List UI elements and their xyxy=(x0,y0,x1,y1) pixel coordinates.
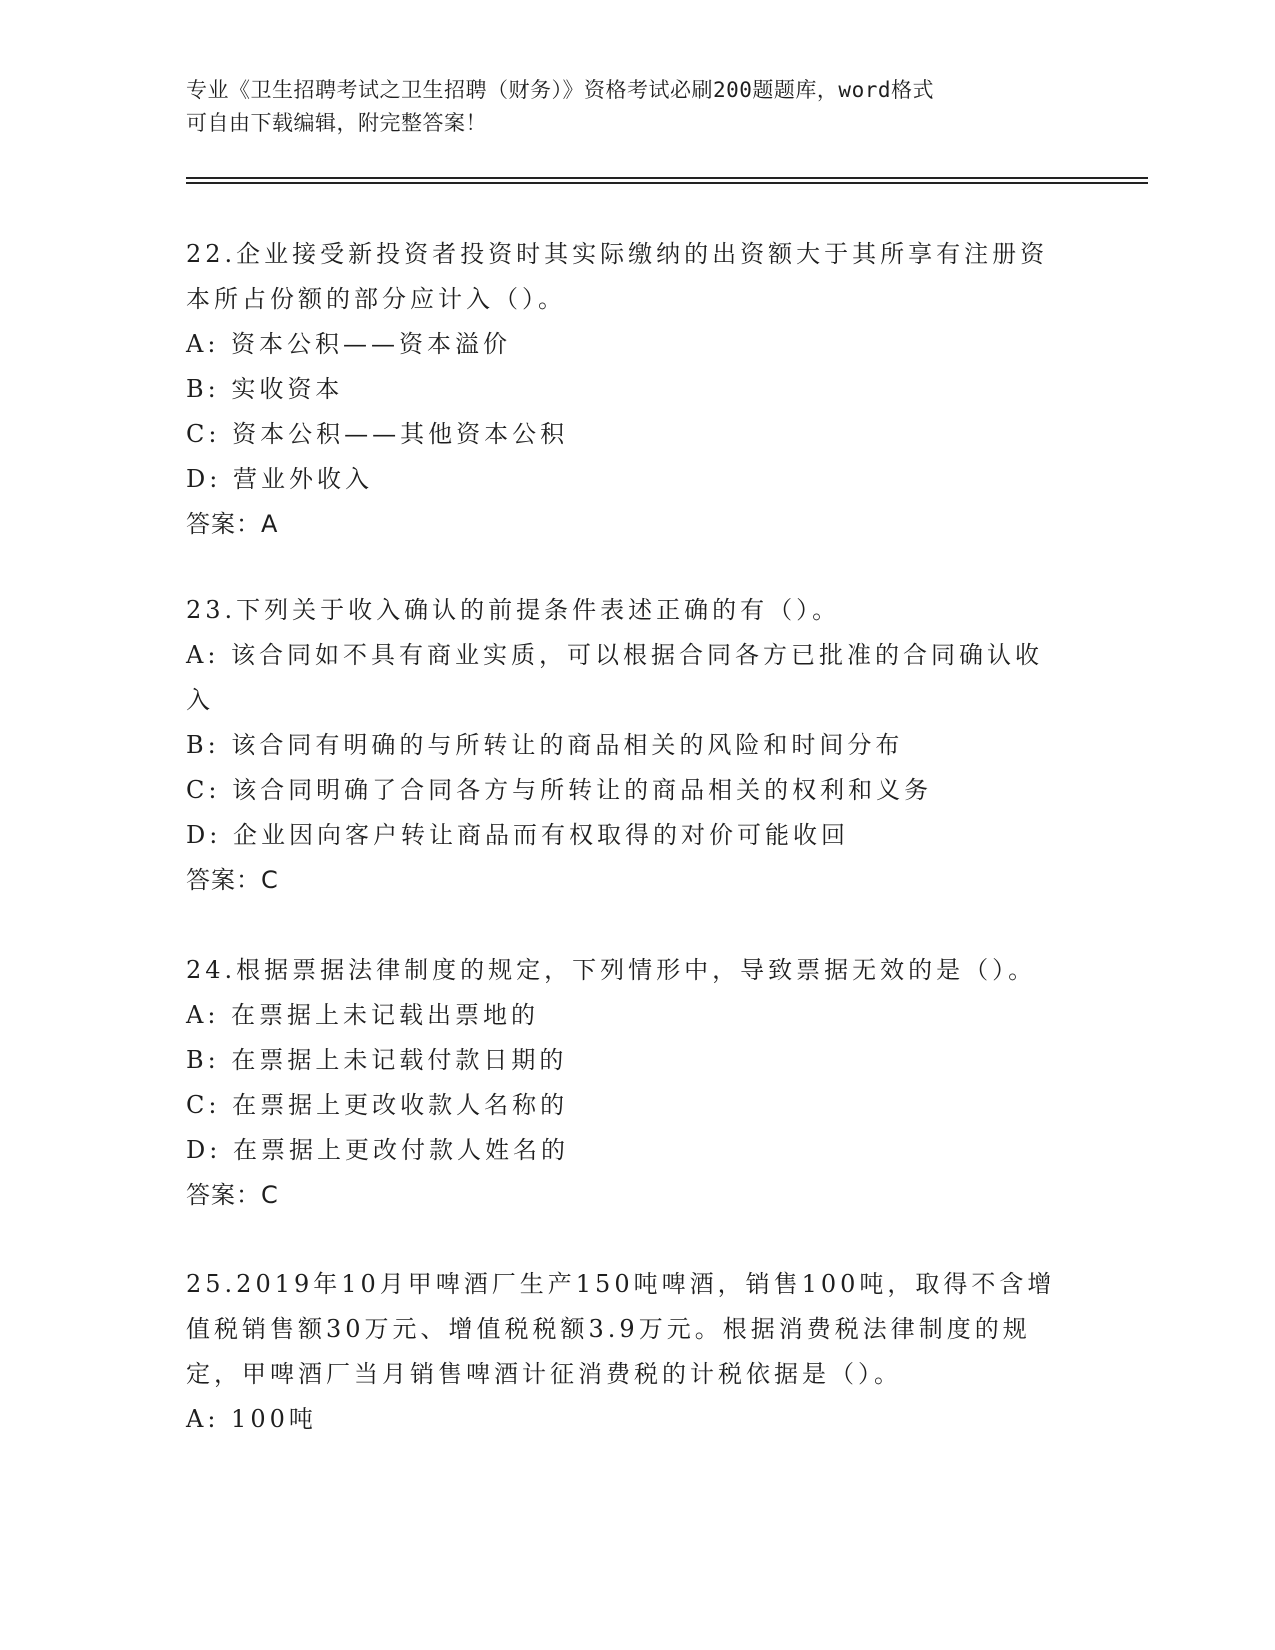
question-stem: 定，甲啤酒厂当月销售啤酒计征消费税的计税依据是（）。 xyxy=(186,1360,902,1388)
question-stem: 24.根据票据法律制度的规定，下列情形中，导致票据无效的是（）。 xyxy=(186,956,1037,984)
question-stem: 22.企业接受新投资者投资时其实际缴纳的出资额大于其所享有注册资 xyxy=(186,240,1049,268)
option-b: B: 在票据上未记载付款日期的 xyxy=(186,1046,568,1074)
option-a: A: 该合同如不具有商业实质，可以根据合同各方已批准的合同确认收 xyxy=(186,641,1044,669)
option-a: A: 资本公积——资本溢价 xyxy=(186,330,512,358)
question-23 xyxy=(186,588,1086,903)
header-line-1: 专业《卫生招聘考试之卫生招聘（财务）》资格考试必刷200题题库，word格式 xyxy=(186,78,934,102)
header-rule-top xyxy=(186,177,1148,179)
header-line-2: 可自由下载编辑，附完整答案！ xyxy=(186,111,487,135)
option-c: C: 资本公积——其他资本公积 xyxy=(186,420,569,448)
question-22 xyxy=(186,232,1086,547)
option-d: D: 企业因向客户转让商品而有权取得的对价可能收回 xyxy=(186,821,849,849)
answer: 答案：A xyxy=(186,510,279,538)
header-rule-bottom xyxy=(186,182,1148,184)
question-stem: 本所占份额的部分应计入（）。 xyxy=(186,285,566,313)
option-d: D: 营业外收入 xyxy=(186,465,373,493)
question-stem: 值税销售额30万元、增值税税额3.9万元。根据消费税法律制度的规 xyxy=(186,1315,1031,1343)
question-25 xyxy=(186,1262,1086,1442)
option-d: D: 在票据上更改付款人姓名的 xyxy=(186,1136,569,1164)
option-c: C: 在票据上更改收款人名称的 xyxy=(186,1091,569,1119)
question-stem: 25.2019年10月甲啤酒厂生产150吨啤酒，销售100吨，取得不含增 xyxy=(186,1270,1056,1298)
option-c: C: 该合同明确了合同各方与所转让的商品相关的权利和义务 xyxy=(186,776,933,804)
page-header xyxy=(186,74,1066,140)
question-stem: 23.下列关于收入确认的前提条件表述正确的有（）。 xyxy=(186,596,841,624)
option-b: B: 该合同有明确的与所转让的商品相关的风险和时间分布 xyxy=(186,731,904,759)
answer: 答案：C xyxy=(186,1181,279,1209)
question-24 xyxy=(186,948,1086,1218)
answer: 答案：C xyxy=(186,866,279,894)
option-b: B: 实收资本 xyxy=(186,375,344,403)
option-a-continued: 入 xyxy=(186,686,214,714)
option-a: A: 100吨 xyxy=(186,1405,317,1433)
option-a: A: 在票据上未记载出票地的 xyxy=(186,1001,540,1029)
